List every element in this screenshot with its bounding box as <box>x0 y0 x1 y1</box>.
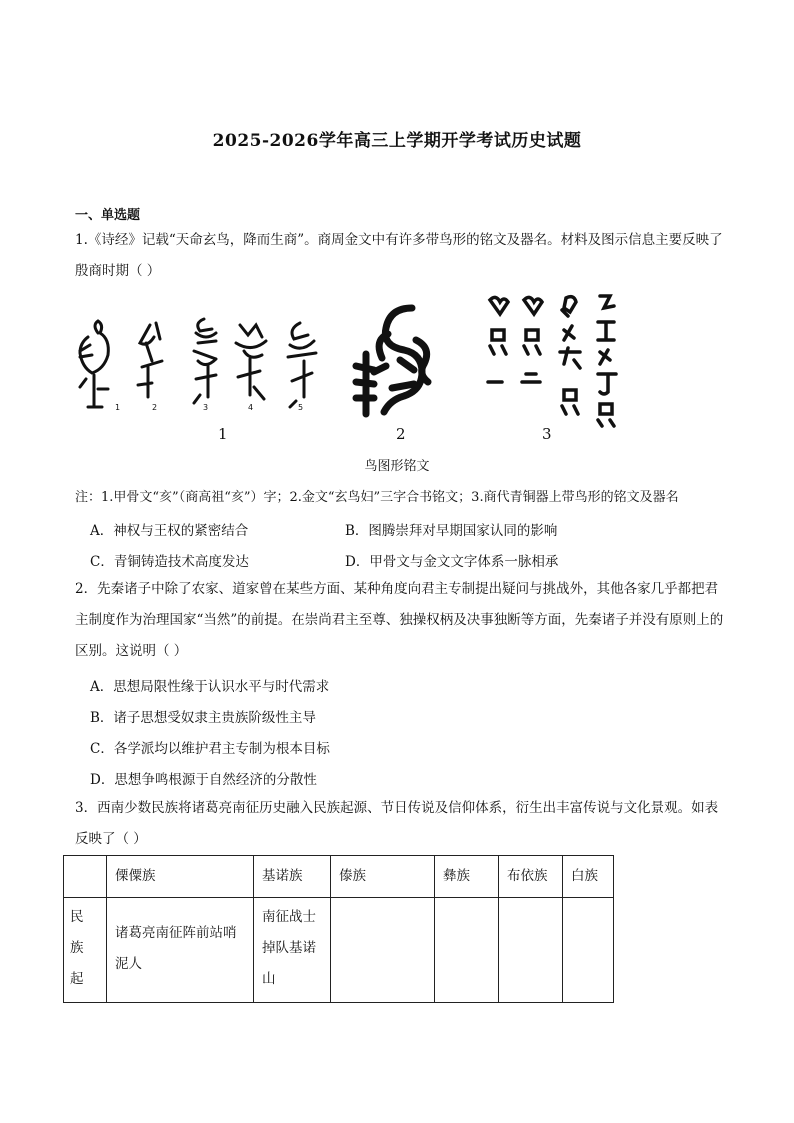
figure-number-1: 1 <box>218 425 228 443</box>
table-cell <box>331 898 435 1003</box>
glyph-label-3: 3 <box>203 403 209 412</box>
q2-option-d[interactable]: D．思想争鸣根源于自然经济的分散性 <box>90 772 317 788</box>
table-cell <box>563 898 614 1003</box>
table-header-cell: 傣族 <box>331 856 435 898</box>
figure-1-oracle-glyphs <box>68 315 338 415</box>
q2-option-c[interactable]: C．各学派均以维护君主专制为根本目标 <box>90 741 330 757</box>
table-header-cell: 傈僳族 <box>107 856 254 898</box>
table-cell: 诸葛亮南征阵前站哨泥人 <box>107 898 254 1003</box>
glyph-label-5: 5 <box>298 403 304 412</box>
q1-option-b[interactable]: B．图腾崇拜对早期国家认同的影响 <box>345 523 558 539</box>
q1-option-c[interactable]: C．青铜铸造技术高度发达 <box>90 554 249 570</box>
q2-option-b[interactable]: B．诸子思想受奴隶主贵族阶级性主导 <box>90 710 316 726</box>
table-header-cell <box>64 856 107 898</box>
table-cell <box>435 898 499 1003</box>
section-heading: 一、单选题 <box>75 208 141 223</box>
glyph-label-4: 4 <box>248 403 254 412</box>
exam-title: 2025-2026学年高三上学期开学考试历史试题 <box>212 131 582 151</box>
q2-option-a[interactable]: A．思想局限性缘于认识水平与时代需求 <box>90 679 330 695</box>
ethnic-legend-table <box>63 855 614 1003</box>
figure-number-3: 3 <box>542 425 552 443</box>
table-cell <box>499 898 563 1003</box>
glyph-label-1: 1 <box>115 403 121 412</box>
figure-2-bronze-inscription <box>352 300 452 425</box>
table-header-cell: 布依族 <box>499 856 563 898</box>
table-header-cell: 彝族 <box>435 856 499 898</box>
table-row-label: 民族起 <box>64 898 107 1003</box>
figure-note: 注：1.甲骨文“亥”（商高祖“亥”）字；2.金文“玄鸟妇”三字合书铭文；3.商代青铜器上带鸟形的铭文及器名 <box>75 490 679 505</box>
question-3-text: 3．西南少数民族将诸葛亮南征历史融入民族起源、节日传说及信仰体系，衍生出丰富传说与文化景观。如表反映了（ ） <box>75 800 719 847</box>
q1-option-a[interactable]: A．神权与王权的紧密结合 <box>90 523 249 539</box>
question-2-text: 2．先秦诸子中除了农家、道家曾在某些方面、某种角度向君主专制提出疑问与挑战外，其他各家几乎都把君主制度作为治理国家“当然”的前提。在崇尚君主至尊、独操权柄及决事独断等方面，先秦诸子并没有原则上的区别。这说明（ ） <box>75 581 724 659</box>
figure-number-2: 2 <box>396 425 406 443</box>
q1-option-d[interactable]: D．甲骨文与金文文字体系一脉相承 <box>345 554 559 570</box>
table-header-cell: 白族 <box>563 856 614 898</box>
table-header-row <box>64 856 614 898</box>
table-row <box>64 898 614 1003</box>
figure-3-vessel-inscriptions <box>480 290 630 430</box>
table-header-cell: 基诺族 <box>254 856 331 898</box>
table-cell: 南征战士掉队基诺山 <box>254 898 331 1003</box>
figure-caption: 鸟图形铭文 <box>364 459 430 474</box>
glyph-label-2: 2 <box>152 403 158 412</box>
question-1-text: 1.《诗经》记载“天命玄鸟，降而生商”。商周金文中有许多带鸟形的铭文及器名。材料及图示信息主要反映了殷商时期（ ） <box>75 232 723 279</box>
